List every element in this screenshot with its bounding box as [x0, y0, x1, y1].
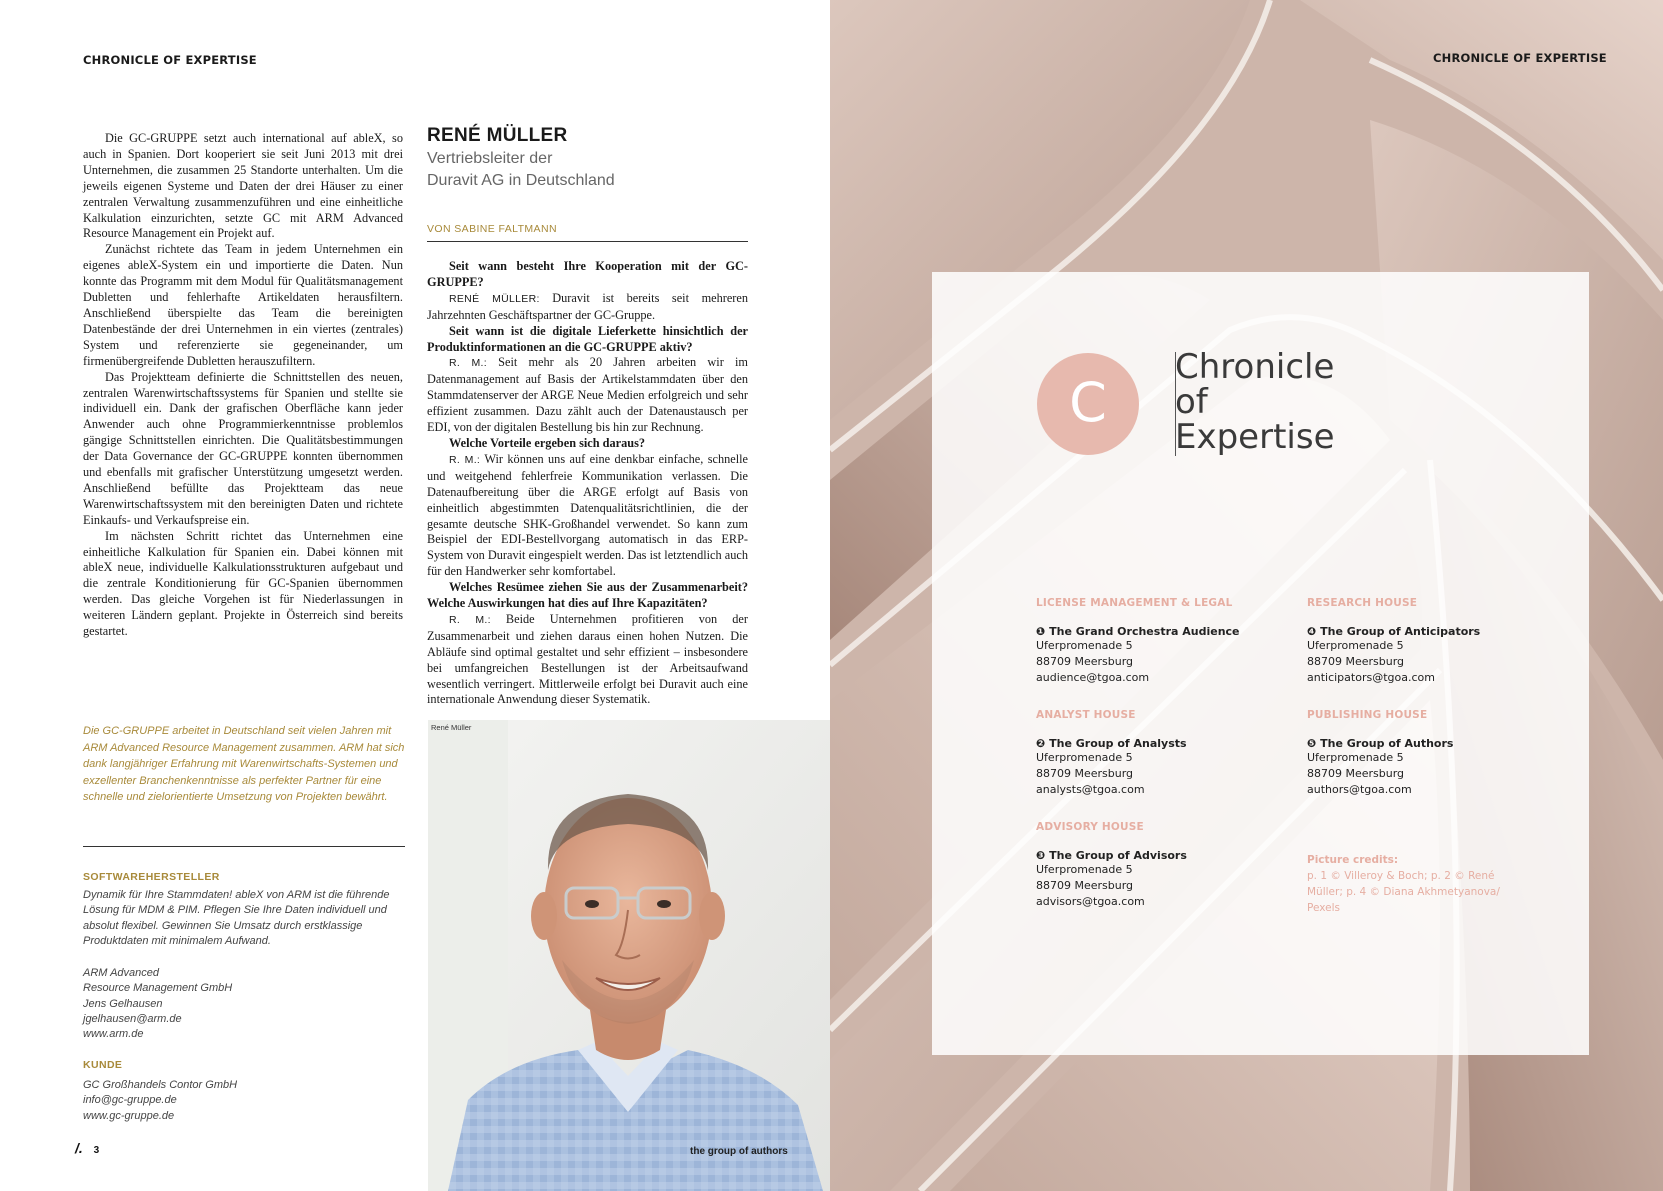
interviewee-name: RENÉ MÜLLER [427, 125, 568, 146]
article-paragraph: Im nächsten Schritt richtet das Unternehmen eine einheitliche Kalkulation für Spanien ein. Dabei können mit ableX neue, individuelle Kalkulationsstrukturen aufgebaut und die zentrale Konditionierung für GC-Spanien übernommen werden. Das gleiche Vorgehen ist für Niederlassungen in weiteren Ländern geplant. Projekte in Österreich sind bereits gestartet. [83, 528, 403, 639]
credits-text: p. 1 © Villeroy & Boch; p. 2 © René Müller; p. 4 © Diana Akhmetyanova/ Pexels [1307, 870, 1500, 914]
role-line: Vertriebsleiter der [427, 150, 553, 167]
byline: VON SABINE FALTMANN [427, 223, 557, 235]
interview-question: Welches Resümee ziehen Sie aus der Zusammenarbeit? Welche Auswirkungen hat dies auf Ihre Kapazitäten? [427, 580, 748, 611]
colophon-heading: ANALYST HOUSE [1036, 709, 1136, 721]
interview-answer [427, 612, 748, 708]
answer-text: Duravit ist bereits seit mehreren Jahrzehnten Geschäftspartner der GC-Gruppe. [427, 290, 748, 322]
vendor-contact [83, 966, 405, 1042]
folio [75, 1140, 99, 1156]
byline-rule [427, 241, 748, 242]
contact-website[interactable]: www.arm.de [83, 1028, 144, 1041]
contact-line: Resource Management GmbH [83, 982, 233, 995]
article-body [83, 131, 403, 640]
answer-speaker: R. M.: [449, 453, 481, 466]
logo-word: of [1175, 382, 1208, 422]
colophon-street: Uferpromenade 5 [1036, 863, 1133, 876]
photo-credit: the group of authors [690, 1146, 788, 1157]
colophon-city: 88709 Meersburg [1036, 655, 1134, 668]
colophon-city: 88709 Meersburg [1036, 879, 1134, 892]
colophon-street: Uferpromenade 5 [1307, 639, 1404, 652]
colophon-email[interactable]: anticipators@tgoa.com [1307, 671, 1435, 684]
folio-mark: /. [75, 1140, 83, 1156]
colophon-city: 88709 Meersburg [1307, 767, 1405, 780]
left-page [0, 0, 830, 1191]
interview-question: Seit wann ist die digitale Lieferkette hinsichtlich der Produktinformationen an die GC-GRUPPE aktiv? [427, 323, 748, 354]
colophon-name: ❷ The Group of Analysts [1036, 737, 1187, 750]
colophon-credits [1307, 852, 1507, 916]
article-paragraph: Zunächst richtete das Team in jedem Unternehmen ein eigenes ableX-System ein und importierte die Daten. Nun konnte das Programm mit dem Modul für Qualitätsmanagement Dubletten und fehlerhafte Artikeldaten herausfiltern. Anschließend überspielte das Team die bereinigten Datenbestände der drei Unternehmen in ein viertes (zentrales) System und referenzierte sie gegeneinander, um firmenübergreifende Dubletten herauszufiltern. [83, 242, 403, 368]
client-heading: KUNDE [83, 1059, 123, 1071]
contact-line: ARM Advanced [83, 967, 160, 979]
colophon-email[interactable]: analysts@tgoa.com [1036, 783, 1145, 796]
answer-text: Beide Unternehmen profitieren von der Zusammenarbeit und ziehen daraus einen hohen Nutzen. Die Abläufe sind optimal gestaltet und sehr effizient – insbesondere bei umfangreichen Bestellungen ist der Arbeitsaufwand wesentlich verringert. Mittlerweile erfolgt bei Duravit auch eine internationale Anwendung dieser Systematik. [427, 611, 748, 707]
interview-body [427, 259, 748, 708]
colophon-analyst [1036, 709, 1276, 798]
running-head-left: CHRONICLE OF EXPERTISE [83, 53, 257, 67]
page-number: 3 [93, 1145, 100, 1156]
answer-speaker: RENÉ MÜLLER: [449, 292, 540, 305]
colophon-heading: ADVISORY HOUSE [1036, 821, 1144, 833]
logo-word: Expertise [1175, 417, 1335, 457]
answer-text: Wir können uns auf eine denkbar einfache, schnelle und weitgehend fehlerfreie Kommunikation verlassen. Die Datenaufbereitung über die ARGE erfolgt auf Basis von einheitlich abgestimmten Datenqualitätsrichtlinien, die der gesamte deutsche SHK-Großhandel verwendet. So kann zum Beispiel der EDI-Bestellvorgang automatisch in das ERP-System von Duravit eingespielt werden. Das ist letztendlich auch für den Handwerker sehr komfortabel. [427, 451, 748, 579]
colophon-street: Uferpromenade 5 [1036, 751, 1133, 764]
colophon-heading: RESEARCH HOUSE [1307, 597, 1418, 609]
colophon-research [1307, 597, 1547, 686]
colophon-street: Uferpromenade 5 [1036, 639, 1133, 652]
colophon-name: ❹ The Group of Anticipators [1307, 625, 1481, 638]
summary-text: Die GC-GRUPPE arbeitet in Deutschland seit vielen Jahren mit ARM Advanced Resource Management zusammen. ARM hat sich dank langjähriger Erfahrung mit Warenwirtschafts-Systemen und exzellenter Branchenkenntnisse als perfekter Partner für eine schnelle und zielorientierte Umsetzung von Projekten bewährt. [83, 725, 405, 804]
article-paragraph: Das Projektteam definierte die Schnittstellen des neuen, zentralen Warenwirtschaftssystems für Spanien und stellte sie individuell ein. Dank der grafischen Oberfläche kann jeder Anwender auch ohne Programmierkenntnisse problemlos gängige Schnittstellen einrichten. Die Qualitätsbestimmungen der Data Governance der GC-GRUPPE konnten übernommen und ebenfalls mit grafischer Unterstützung umgesetzt werden. Anschließend befüllte das Projektteam das neue Warenwirtschaftssystem mit den bereinigten Daten und richtete Einkaufs- und Verkaufspreise ein. [83, 369, 403, 527]
role-line: Duravit AG in Deutschland [427, 172, 615, 189]
colophon-city: 88709 Meersburg [1036, 767, 1134, 780]
interviewee-role [427, 148, 615, 192]
interview-question: Seit wann besteht Ihre Kooperation mit der GC-GRUPPE? [427, 259, 748, 289]
contact-line: GC Großhandels Contor GmbH [83, 1079, 238, 1091]
interview-answer [427, 291, 748, 324]
portrait-illustration [428, 720, 830, 1191]
colophon-advisory [1036, 821, 1276, 910]
colophon-city: 88709 Meersburg [1307, 655, 1405, 668]
logo-wordmark [1175, 347, 1335, 457]
logo-word: Chronicle [1175, 347, 1335, 387]
colophon-publishing [1307, 709, 1547, 798]
interview-answer [427, 355, 748, 436]
client-contact [83, 1078, 405, 1124]
colophon-street: Uferpromenade 5 [1307, 751, 1404, 764]
answer-text: Seit mehr als 20 Jahren arbeiten wir im Datenmanagement auf Basis der Artikelstammdaten über den Stammdatenserver der ARGE Neue Medien erfolgreich und sehr effizient zusammen. Dazu zählt auch der Datenaustausch per EDI, von der digitalen Bestellung bis hin zur Rechnung. [427, 355, 748, 435]
colophon-email[interactable]: audience@tgoa.com [1036, 671, 1150, 684]
interview-answer [427, 452, 748, 580]
interview-question: Welche Vorteile ergeben sich daraus? [449, 435, 646, 450]
article-paragraph: Die GC-GRUPPE setzt auch international auf ableX, so auch in Spanien. Dort kooperiert sie seit Juni 2013 mit drei Unternehmen, die zusammen 25 Standorte unterhalten. Um die jeweils eigenen Systeme und Daten der drei Häuser zu einer zentralen Verwaltung zusammenzuführen und eine einheitliche Kalkulation einzurichten, setzte GC mit ARM Advanced Resource Management ein Projekt auf. [83, 131, 403, 241]
summary-rule [83, 846, 405, 847]
vendor-description: Dynamik für Ihre Stammdaten! ableX von ARM ist die führende Lösung für MDM & PIM. Pflegen Sie Ihre Daten individuell und absolut flexibel. Gewinnen Sie Umsatz durch erstklassige Produktdaten mit minimalem Aufwand. [83, 889, 390, 947]
answer-speaker: R. M.: [449, 613, 491, 626]
running-head-right: CHRONICLE OF EXPERTISE [1433, 51, 1607, 65]
contact-line: Jens Gelhausen [83, 997, 163, 1010]
photo-caption: René Müller [431, 723, 472, 732]
colophon-name: ❸ The Group of Advisors [1036, 849, 1187, 862]
contact-email[interactable]: jgelhausen@arm.de [83, 1012, 182, 1025]
credits-heading: Picture credits: [1307, 854, 1399, 866]
colophon-email[interactable]: advisors@tgoa.com [1036, 895, 1145, 908]
answer-speaker: R. M.: [449, 357, 487, 370]
colophon-heading: LICENSE MANAGEMENT & LEGAL [1036, 597, 1233, 609]
contact-email[interactable]: info@gc-gruppe.de [83, 1094, 177, 1107]
colophon-name: ❺ The Group of Authors [1307, 737, 1454, 750]
colophon-license [1036, 597, 1276, 686]
vendor-heading: SOFTWAREHERSTELLER [83, 871, 220, 883]
logo-letter: C [1069, 371, 1107, 434]
colophon-email[interactable]: authors@tgoa.com [1307, 783, 1412, 796]
contact-website[interactable]: www.gc-gruppe.de [83, 1109, 175, 1122]
colophon-name: ❶ The Grand Orchestra Audience [1036, 625, 1240, 638]
portrait-photo [428, 720, 830, 1191]
colophon-heading: PUBLISHING HOUSE [1307, 709, 1428, 721]
